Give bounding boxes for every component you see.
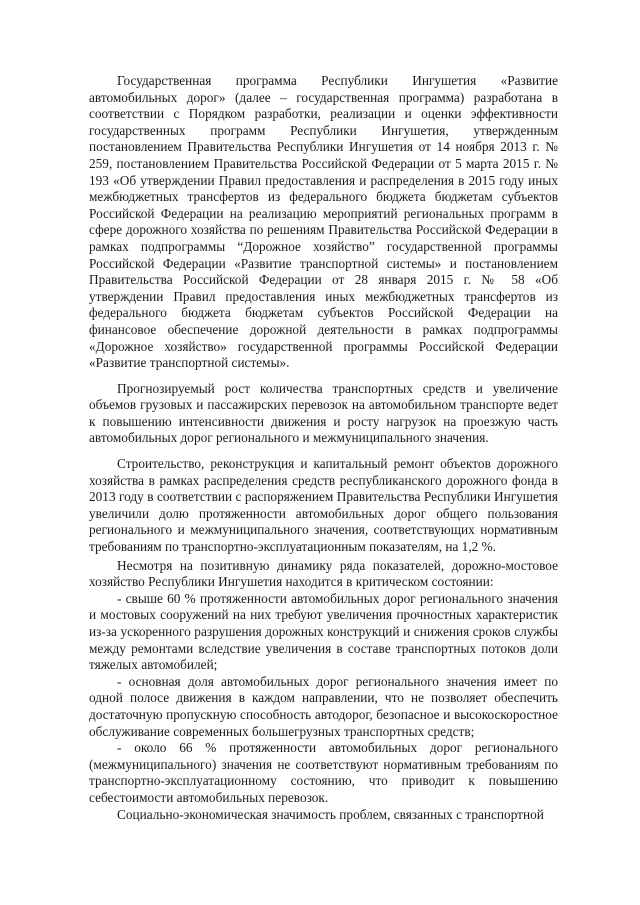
document-body: [89, 73, 558, 823]
paragraph-traffic-growth: Прогнозируемый рост количества транспортных средств и увеличение объемов грузовых и пассажирских перевозок на автомобильном транспорте ведет к повышению интенсивности движения и росту нагрузок на проезжую часть автомобильных дорог регионального и межмуниципального значения.: [89, 380, 558, 446]
paragraph-socioeconomic: Социально-экономическая значимость проблем, связанных с транспортной: [117, 806, 544, 822]
list-item-single-lane: - основная доля автомобильных дорог регионального значения имеет по одной полосе движения в каждом направлении, что не позволяет обеспечить достаточную пропускную способность автодорог, безопасное и высокоскоростное обслуживание современных большегрузных транспортных средств;: [89, 673, 558, 739]
paragraph-critical-state: Несмотря на позитивную динамику ряда показателей, дорожно-мостовое хозяйство Республики Ингушетия находится в критическом состоянии:: [89, 557, 558, 590]
paragraph-road-construction: Строительство, реконструкция и капитальный ремонт объектов дорожного хозяйства в рамках распределения средств республиканского дорожного фонда в 2013 году в соответствии с распоряжением Правительства Республики Ингушетия увеличили долю протяженности автомобильных дорог общего пользования регионального и межмуниципального значения, соответствующих нормативным требованиям по транспортно-эксплуатационным показателям, на 1,2 %.: [89, 456, 558, 555]
list-item-noncompliant-roads: - около 66 % протяженности автомобильных дорог регионального (межмуниципального) значения не соответствуют нормативным требованиям по транспортно-эксплуатационному состоянию, что приводит к повышению себестоимости автомобильных перевозок.: [89, 740, 558, 805]
list-item-road-strength: - свыше 60 % протяженности автомобильных дорог регионального значения и мостовых сооружений на них требуют увеличения прочностных характеристик из-за ускоренного разрушения дорожных конструкций и снижения сроков службы между ремонтами вследствие увеличения в составе транспортных потоков доли тяжелых автомобилей;: [89, 590, 558, 673]
paragraph-program-basis: Государственная программа Республики Ингушетия «Развитие автомобильных дорог» (далее – государственная программа) разработана в соответствии с Порядком разработки, реализации и оценки эффективности государственных программ Республики Ингушетия, утвержденным постановлением Правительства Республики Ингушетия от 14 ноября 2013 г. № 259, постановлением Правительства Российской Федерации от 5 марта 2015 г. № 193 «Об утверждении Правил предоставления и распределения в 2015 году иных межбюджетных трансфертов из федерального бюджета бюджетам субъектов Российской Федерации на реализацию мероприятий региональных программ в сфере дорожного хозяйства по решениям Правительства Российской Федерации в рамках подпрограммы “Дорожное хозяйство” государственной программы Российской Федерации «Развитие транспортной системы» и постановлением Правительства Российской Федерации от 28 января 2015 г. № 58 «Об утверждении Правил предоставления иных межбюджетных трансфертов из федерального бюджета бюджетам субъектов Российской Федерации на финансовое обеспечение дорожной деятельности в рамках подпрограммы «Дорожное хозяйство» государственной программы Российской Федерации «Развитие транспортной системы».: [89, 73, 558, 371]
